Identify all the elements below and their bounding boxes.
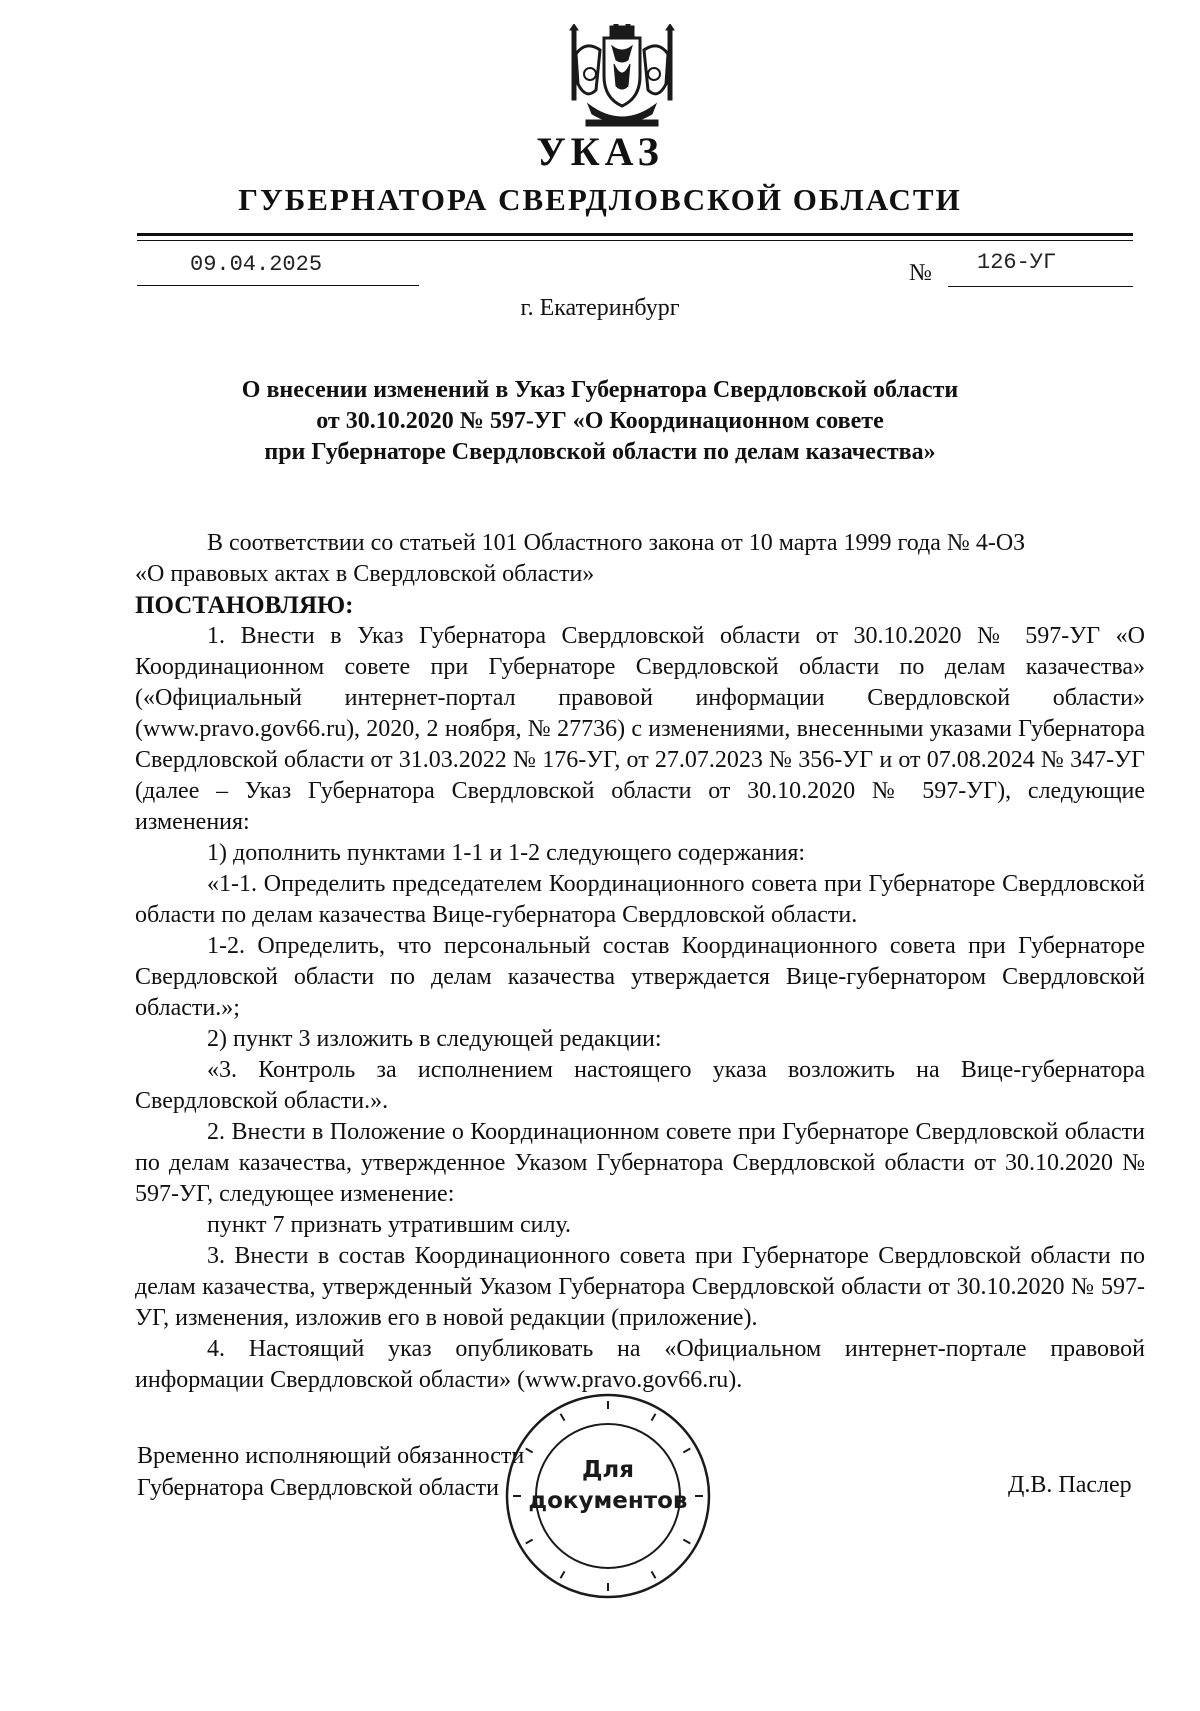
date-underline bbox=[137, 285, 419, 286]
document-type-title: УКАЗ bbox=[536, 129, 664, 174]
paragraph-2: 2. Внести в Положение о Координационном совете при Губернаторе Свердловской области по делам казачества, утвержденное Указом Губернатора Свердловской области от 30.10.2020 № 597-УГ, следующее изменение: bbox=[135, 1119, 1145, 1207]
paragraph-4: 4. Настоящий указ опубликовать на «Официальном интернет-портале правовой информации Свердловской области» (www.pravo.gov66.ru). bbox=[135, 1336, 1145, 1393]
signatory-position bbox=[137, 1440, 524, 1504]
header-rule-thick bbox=[137, 233, 1133, 236]
signatory-name: Д.В. Паслер bbox=[1008, 1472, 1132, 1498]
paragraph-1-item-1-text-b: 1-2. Определить, что персональный состав Координационного совета при Губернаторе Свердловской области по делам казачества утверждается Вице-губернатором Свердловской области.»; bbox=[135, 933, 1145, 1021]
preamble: В соответствии со статьей 101 Областного закона от 10 марта 1999 года № 4-ОЗ bbox=[207, 530, 1026, 556]
paragraph-1-item-2: 2) пункт 3 изложить в следующей редакции: bbox=[207, 1026, 662, 1052]
decree-body bbox=[135, 528, 1145, 1396]
paragraph-3: 3. Внести в состав Координационного совета при Губернаторе Свердловской области по делам казачества, утвержденный Указом Губернатора Свердловской области от 30.10.2020 № 597-УГ, изменения, изложив его в новой редакции (приложение). bbox=[135, 1243, 1145, 1331]
heading-line-2: от 30.10.2020 № 597-УГ «О Координационном совете bbox=[316, 408, 884, 434]
stamp-line-1: Для bbox=[581, 1457, 635, 1483]
resolve-keyword: ПОСТАНОВЛЯЮ: bbox=[135, 592, 354, 619]
paragraph-1-item-1-text-a: «1-1. Определить председателем Координационного совета при Губернаторе Свердловской области по делам казачества Вице-губернатора Свердловской области. bbox=[135, 871, 1145, 928]
paragraph-1-item-1: 1) дополнить пунктами 1-1 и 1-2 следующего содержания: bbox=[207, 840, 806, 866]
header-rule-thin bbox=[137, 240, 1133, 241]
stamp-center-text bbox=[503, 1455, 713, 1517]
preamble-continued: «О правовых актах в Свердловской области» bbox=[135, 561, 595, 587]
coat-of-arms-icon bbox=[568, 24, 676, 128]
issuer-title: ГУБЕРНАТОРА СВЕРДЛОВСКОЙ ОБЛАСТИ bbox=[238, 182, 962, 217]
position-line-2: Губернатора Свердловской области bbox=[137, 1475, 499, 1501]
decree-number: 126-УГ bbox=[977, 250, 1057, 275]
number-underline bbox=[948, 286, 1133, 287]
heading-line-1: О внесении изменений в Указ Губернатора Свердловской области bbox=[241, 377, 959, 403]
issue-city: г. Екатеринбург bbox=[520, 295, 680, 321]
decree-heading bbox=[0, 375, 1200, 468]
position-line-1: Временно исполняющий обязанности bbox=[137, 1443, 525, 1469]
number-sign: № bbox=[909, 260, 932, 286]
stamp-line-2: документов bbox=[528, 1488, 688, 1514]
decree-date: 09.04.2025 bbox=[190, 252, 323, 277]
paragraph-2-text: пункт 7 признать утратившим силу. bbox=[207, 1212, 572, 1238]
paragraph-1: 1. Внести в Указ Губернатора Свердловской области от 30.10.2020 № 597-УГ «О Координационном совете при Губернаторе Свердловской области по делам казачества» («Официальный интернет-портал правовой информации Свердловской области» (www.pravo.gov66.ru), 2020, 2 ноября, № 27736) с изменениями, внесенными указами Губернатора Свердловской области от 31.03.2022 № 176-УГ, от 27.07.2023 № 356-УГ и от 07.08.2024 № 347-УГ (далее – Указ Губернатора Свердловской области от 30.10.2020 № 597-УГ), следующие изменения: bbox=[135, 623, 1145, 835]
heading-line-3: при Губернаторе Свердловской области по делам казачества» bbox=[264, 439, 936, 465]
paragraph-1-item-2-text: «3. Контроль за исполнением настоящего указа возложить на Вице-губернатора Свердловской области.». bbox=[135, 1057, 1145, 1114]
